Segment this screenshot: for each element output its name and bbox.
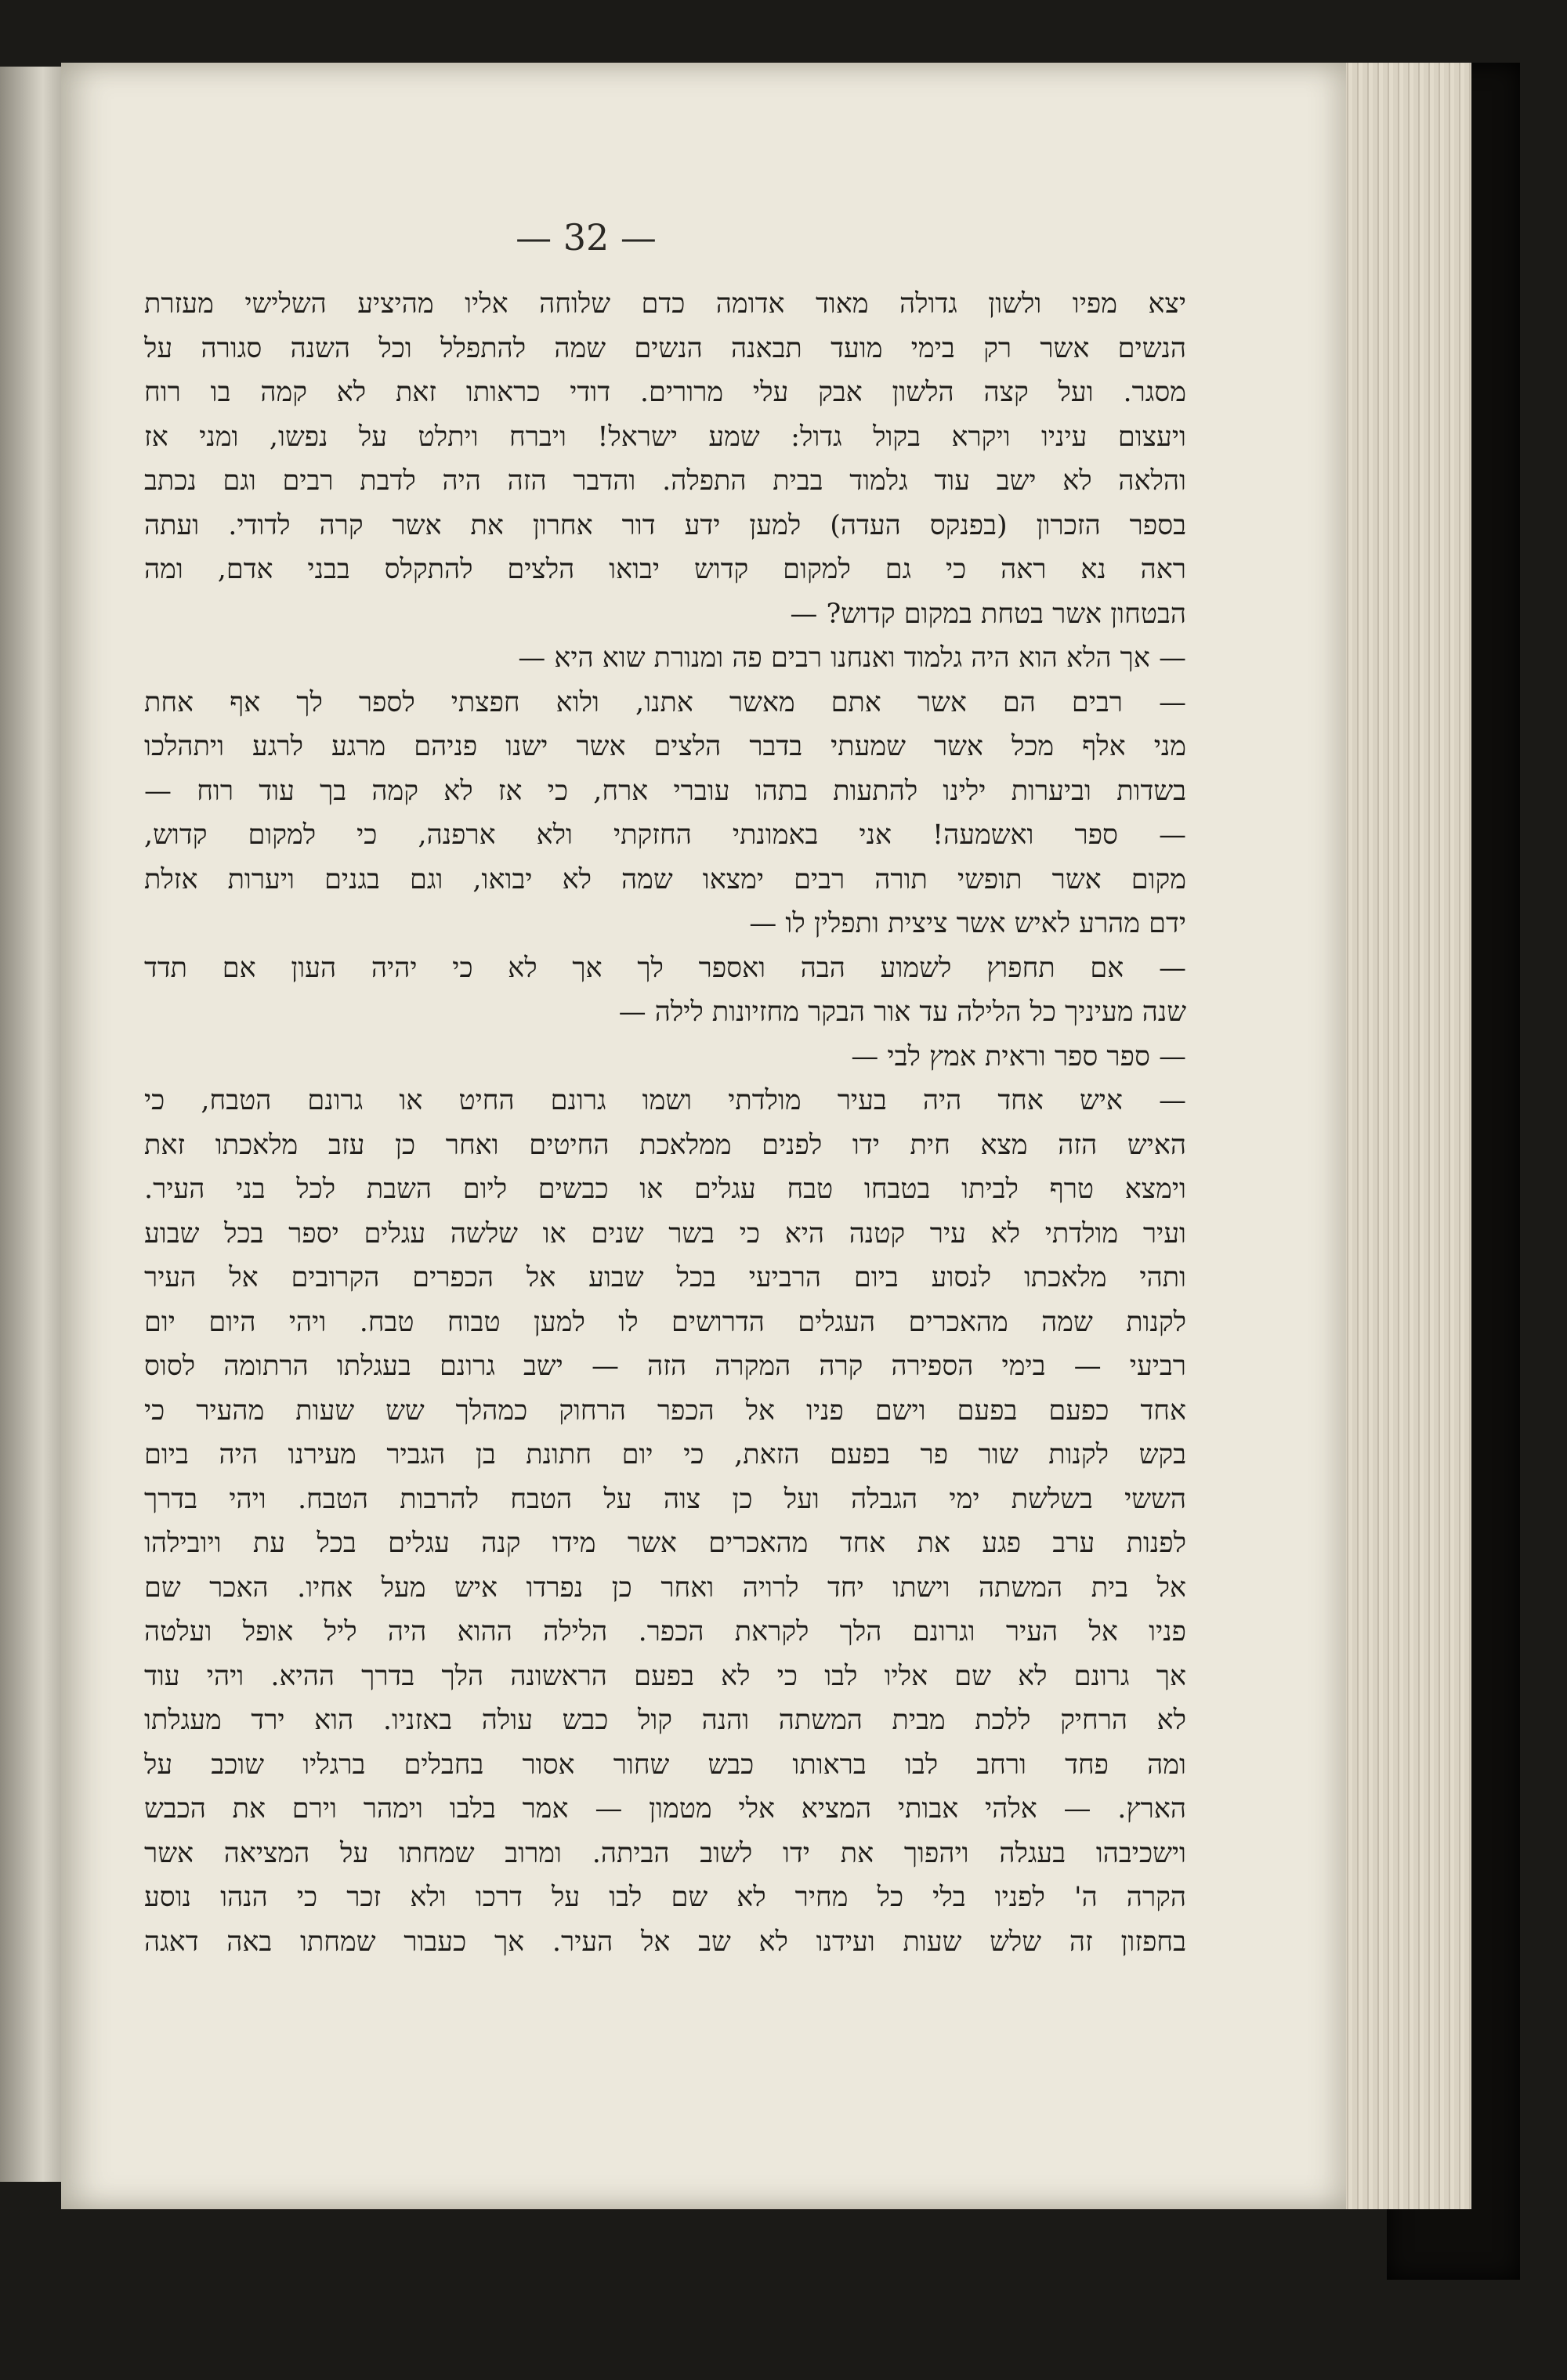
text-line: ותהי מלאכתו לנסוע ביום הרביעי בכל שבוע אל הכפרים הקרובים אל העיר — [144, 1262, 1186, 1293]
text-line: ויעצום עיניו ויקרא בקול גדול: שמע ישראל! ויברח ויתלט על נפשו, ומני אז — [144, 421, 1186, 453]
text-line: לפנות ערב פגע את אחד מהאכרים אשר מידו קנה עגלים בכל עת ויובילהו — [144, 1528, 1186, 1559]
text-line: — ספר ואשמעה! אני באמונתי החזקתי ולא ארפנה, כי למקום קדוש, — [144, 819, 1186, 851]
text-line: הנשים אשר רק בימי מועד תבאנה הנשים שמה להתפלל וכל השנה סגורה על — [144, 332, 1186, 364]
text-line: — איש אחד היה בעיר מולדתי ושמו גרונם החיט או גרונם הטבח, כי — [144, 1085, 1186, 1116]
body-text — [144, 282, 1186, 1964]
text-line: וימצא טרף לביתו בטבחו טבח עגלים או כבשים ליום השבת לכל בני העיר. — [144, 1174, 1186, 1205]
text-line: מני אלף מכל אשר שמעתי בדבר הלצים אשר ישנו פניהם מרגע לרגע ויתהלכו — [144, 731, 1186, 762]
text-line: ידם מהרע לאיש אשר ציצית ותפלין לו — — [749, 908, 1186, 939]
text-line: בספר הזכרון (בפנקס העדה) למען ידע דור אחרון את אשר קרה לדודי. ועתה — [144, 509, 1186, 541]
text-line: אחד כפעם בפעם וישם פניו אל הכפר הרחוק כמהלך שש שעות מהעיר כי — [144, 1394, 1186, 1427]
text-line: ומה פחד ורחב לבו בראותו כבש שחור אסור בחבלים ברגליו שוכב על — [144, 1749, 1186, 1781]
text-line: בקש לקנות שור פר בפעם הזאת, כי יום חתונת בן הגביר מעירנו היה ביום — [144, 1439, 1186, 1470]
text-line: — רבים הם אשר אתם מאשר אתנו, ולוא חפצתי לספר לך אף אחת — [144, 686, 1186, 718]
text-line: ועיר מולדתי לא עיר קטנה היא כי בשר שנים או שלשה עגלים יספר בכל שבוע — [144, 1217, 1186, 1250]
text-line: הבטחון אשר בטחת במקום קדוש? — — [790, 598, 1186, 630]
text-line: בשדות וביערות ילינו להתעות בתהו עוברי ארח, כי אז לא קמה בך עוד רוח — — [144, 775, 1186, 807]
text-line: מקום אשר תופשי תורה רבים ימצאו שמה לא יבואו, וגם בגנים ויערות אזלת — [144, 863, 1186, 895]
text-line: ראה נא ראה כי גם למקום קדוש יבואו הלצים להתקלס בבני אדם, ומה — [144, 554, 1186, 585]
text-line: — אם תחפוץ לשמוע הבה ואספר לך אך לא כי יהיה העון אם תדד — [144, 952, 1186, 984]
text-line: אל בית המשתה וישתו יחד לרויה ואחר כן נפרדו איש מעל אחיו. האכר שם — [144, 1572, 1186, 1604]
book-page — [61, 63, 1346, 2209]
text-line: מסגר. ועל קצה הלשון אבק עלי מרורים. דודי כראותו זאת לא קמה בו רוח — [144, 377, 1186, 408]
text-line: יצא מפיו ולשון גדולה מאוד אדומה כדם שלוחה אליו מהיציע השלישי מעזרת — [144, 288, 1186, 320]
text-line: הששי בשלשת ימי הגבלה ועל כן צוה על הטבח להרבות הטבח. ויהי בדרך — [144, 1483, 1186, 1515]
text-line: אך גרונם לא שם אליו לבו כי לא בפעם הראשונה הלך בדרך ההיא. ויהי עוד — [144, 1660, 1186, 1692]
text-line: הקרה ה' לפניו בלי כל מחיר לא שם לבו על דרכו ולא זכר כי הנהו נוסע — [144, 1882, 1186, 1913]
page-stack-edge — [1332, 63, 1471, 2209]
text-line: וישכיבהו בעגלה ויהפוך את ידו לשוב הביתה. ומרוב שמחתו על המציאה אשר — [144, 1837, 1186, 1869]
text-line: — ספר ספר וראית אמץ לבי — — [851, 1040, 1186, 1072]
text-line: והלאה לא ישב עוד גלמוד בבית התפלה. והדבר הזה היה לדבת רבים וגם נכתב — [144, 465, 1186, 497]
text-line: פניו אל העיר וגרונם הלך לקראת הכפר. הלילה ההוא היה ליל אופל ועלטה — [144, 1616, 1186, 1648]
text-line: שנה מעיניך כל הלילה עד אור הבקר מחזיונות לילה — — [618, 996, 1186, 1028]
text-line: רביעי — בימי הספירה קרה המקרה הזה — ישב גרונם בעגלתו הרתומה לסוס — [144, 1351, 1186, 1382]
previous-page-edge — [0, 67, 61, 2182]
text-line: בחפזון זה שלש שעות ועידנו לא שב אל העיר. אך כעבור שמחתו באה דאגה — [144, 1926, 1186, 1958]
text-line: — אך הלא הוא היה גלמוד ואנחנו רבים פה ומנורת שוא היא — — [518, 642, 1186, 674]
text-line: הארץ. — אלהי אבותי המציא אלי מטמון — אמר בלבו וימהר וירם את הכבש — [144, 1793, 1186, 1825]
page-number: — 32 — — [516, 216, 657, 259]
text-line: לא הרחיק ללכת מבית המשתה והנה קול כבש עולה באזניו. הוא ירד מעגלתו — [144, 1705, 1186, 1736]
text-line: לקנות שמה מהאכרים העגלים הדרושים לו למען טבוח טבח. ויהי היום יום — [144, 1306, 1186, 1338]
text-line: האיש הזה מצא חית ידו לפנים ממלאכת החיטים ואחר כן עזב מלאכתו זאת — [144, 1129, 1186, 1161]
